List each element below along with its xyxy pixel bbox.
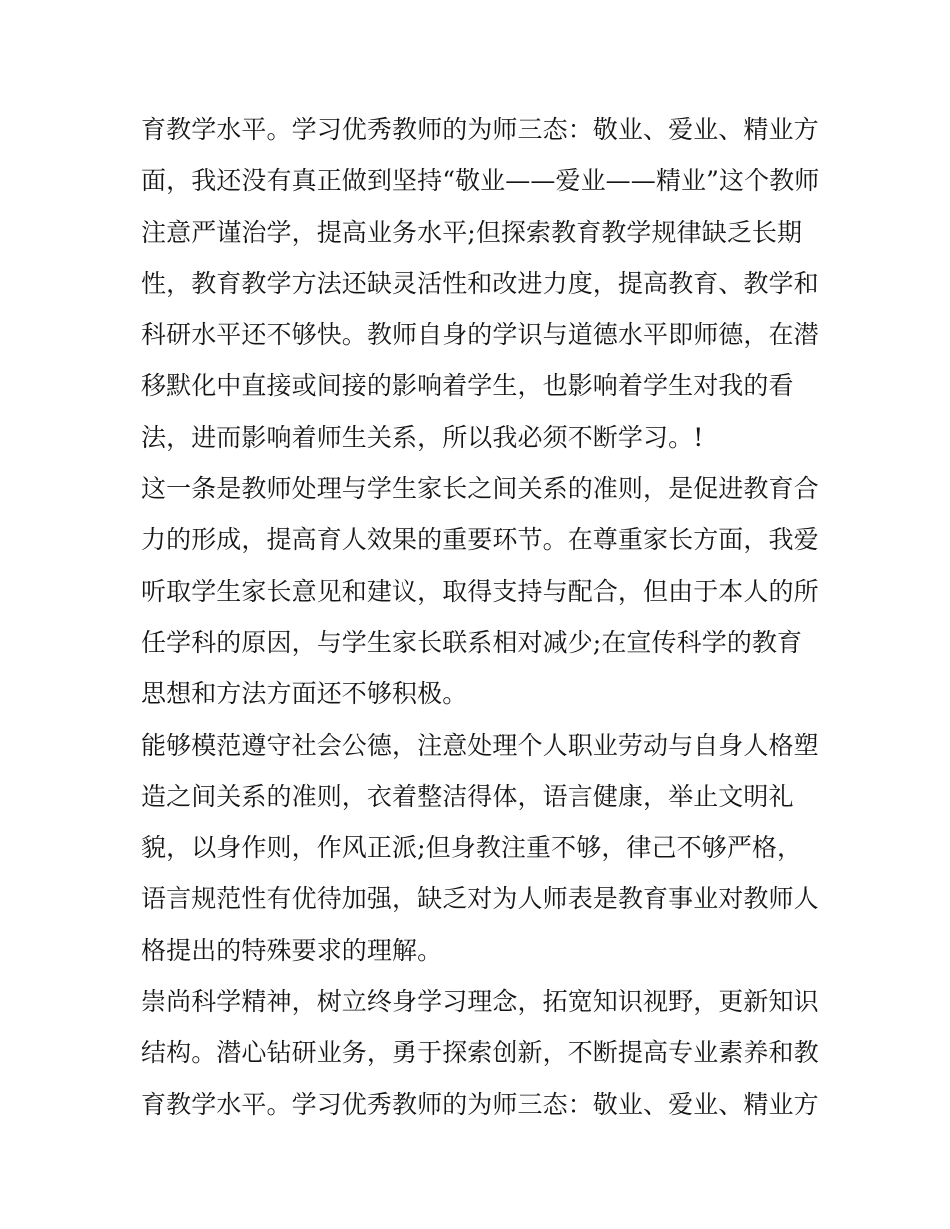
text-line: 力的形成，提高育人效果的重要环节。在尊重家长方面，我爱 xyxy=(141,525,819,555)
text-line: 能够模范遵守社会公德，注意处理个人职业劳动与自身人格塑 xyxy=(141,730,819,760)
text-line: 结构。潜心钻研业务，勇于探索创新，不断提高专业素养和教 xyxy=(141,1038,819,1068)
document-body xyxy=(141,104,821,1130)
text-line: 法，进而影响着师生关系，所以我必须不断学习。! xyxy=(141,422,704,452)
text-line: 科研水平还不够快。教师自身的学识与道德水平即师德，在潜 xyxy=(141,320,819,350)
text-line: 造之间关系的准则，衣着整洁得体，语言健康，举止文明礼 xyxy=(141,781,794,811)
text-line: 育教学水平。学习优秀教师的为师三态：敬业、爱业、精业方 xyxy=(141,115,819,144)
text-line: 崇尚科学精神，树立终身学习理念，拓宽知识视野，更新知识 xyxy=(141,987,819,1017)
paragraph-3 xyxy=(141,720,821,976)
text-line: 性，教育教学方法还缺灵活性和改进力度，提高教育、教学和 xyxy=(141,268,819,298)
text-line: 思想和方法方面还不够积极。 xyxy=(141,679,468,709)
paragraph-1 xyxy=(141,104,821,463)
paragraph-2 xyxy=(141,463,821,719)
text-line: 语言规范性有优待加强，缺乏对为人师表是教育事业对教师人 xyxy=(141,884,819,914)
text-line: 听取学生家长意见和建议，取得支持与配合，但由于本人的所 xyxy=(141,576,819,606)
text-line: 面，我还没有真正做到坚持“敬业——爱业——精业”这个教师 xyxy=(141,166,820,196)
text-line: 注意严谨治学，提高业务水平;但探索教育教学规律缺乏长期 xyxy=(141,217,803,247)
text-line: 格提出的特殊要求的理解。 xyxy=(141,935,443,965)
text-line: 育教学水平。学习优秀教师的为师三态：敬业、爱业、精业方 xyxy=(141,1089,819,1119)
paragraph-4 xyxy=(141,976,821,1130)
text-line: 移默化中直接或间接的影响着学生，也影响着学生对我的看 xyxy=(141,371,794,401)
text-line: 貌，以身作则，作风正派;但身教注重不够，律己不够严格， xyxy=(141,833,803,863)
text-line: 这一条是教师处理与学生家长之间关系的准则，是促进教育合 xyxy=(141,474,819,504)
text-line: 任学科的原因，与学生家长联系相对减少;在宣传科学的教育 xyxy=(141,627,803,657)
